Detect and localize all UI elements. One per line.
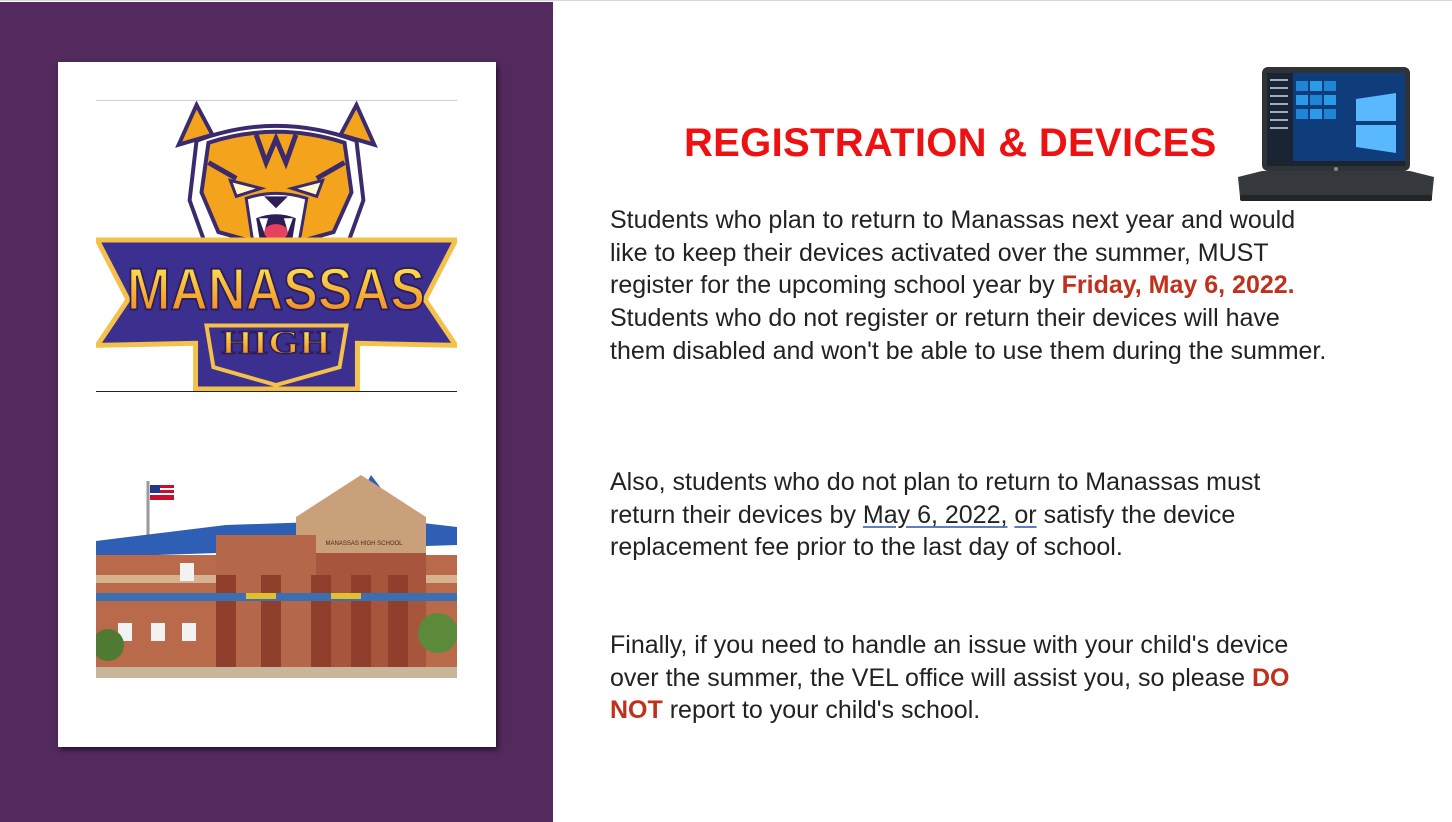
do-not-emphasis: DO NOT xyxy=(610,663,1290,725)
p3-text-end: report to your child's school. xyxy=(662,696,981,725)
logo-text-manassas: MANASSAS xyxy=(127,255,425,323)
building-sign-text: MANASSAS HIGH SCHOOL xyxy=(325,541,403,547)
logo-text-high: HIGH xyxy=(221,324,331,362)
p1-text-start: Students who plan to return to Manassas next year and would like to keep their devices activated over the summer, MUST register for the upcoming school year by xyxy=(610,206,1296,300)
p3-text-start: Finally, if you need to handle an issue with your child's device over the summer, the VEL office will assist you, so please xyxy=(610,631,1289,692)
return-deadline-date: May 6, 2022, xyxy=(862,500,1008,529)
left-purple-panel xyxy=(0,2,553,822)
p1-text-end: Students who do not register or return their devices will have them disabled and won't be able to use them during the summer. xyxy=(610,271,1327,365)
registration-paragraph xyxy=(610,204,1330,368)
image-card xyxy=(58,62,496,747)
school-building-photo xyxy=(96,445,457,678)
p2-text-start: Also, students who do not plan to return to Manassas must return their devices by xyxy=(610,468,1261,529)
p2-or-word: or xyxy=(1014,500,1037,529)
device-return-paragraph xyxy=(610,466,1330,564)
p2-text-end: satisfy the device replacement fee prior to the last day of school. xyxy=(610,500,1236,562)
summer-support-paragraph xyxy=(610,629,1330,727)
slide-title: REGISTRATION & DEVICES xyxy=(684,121,1217,165)
manassas-tiger-logo xyxy=(96,100,457,392)
laptop-image xyxy=(1236,65,1436,203)
registration-deadline: Friday, May 6, 2022. xyxy=(1061,271,1295,300)
